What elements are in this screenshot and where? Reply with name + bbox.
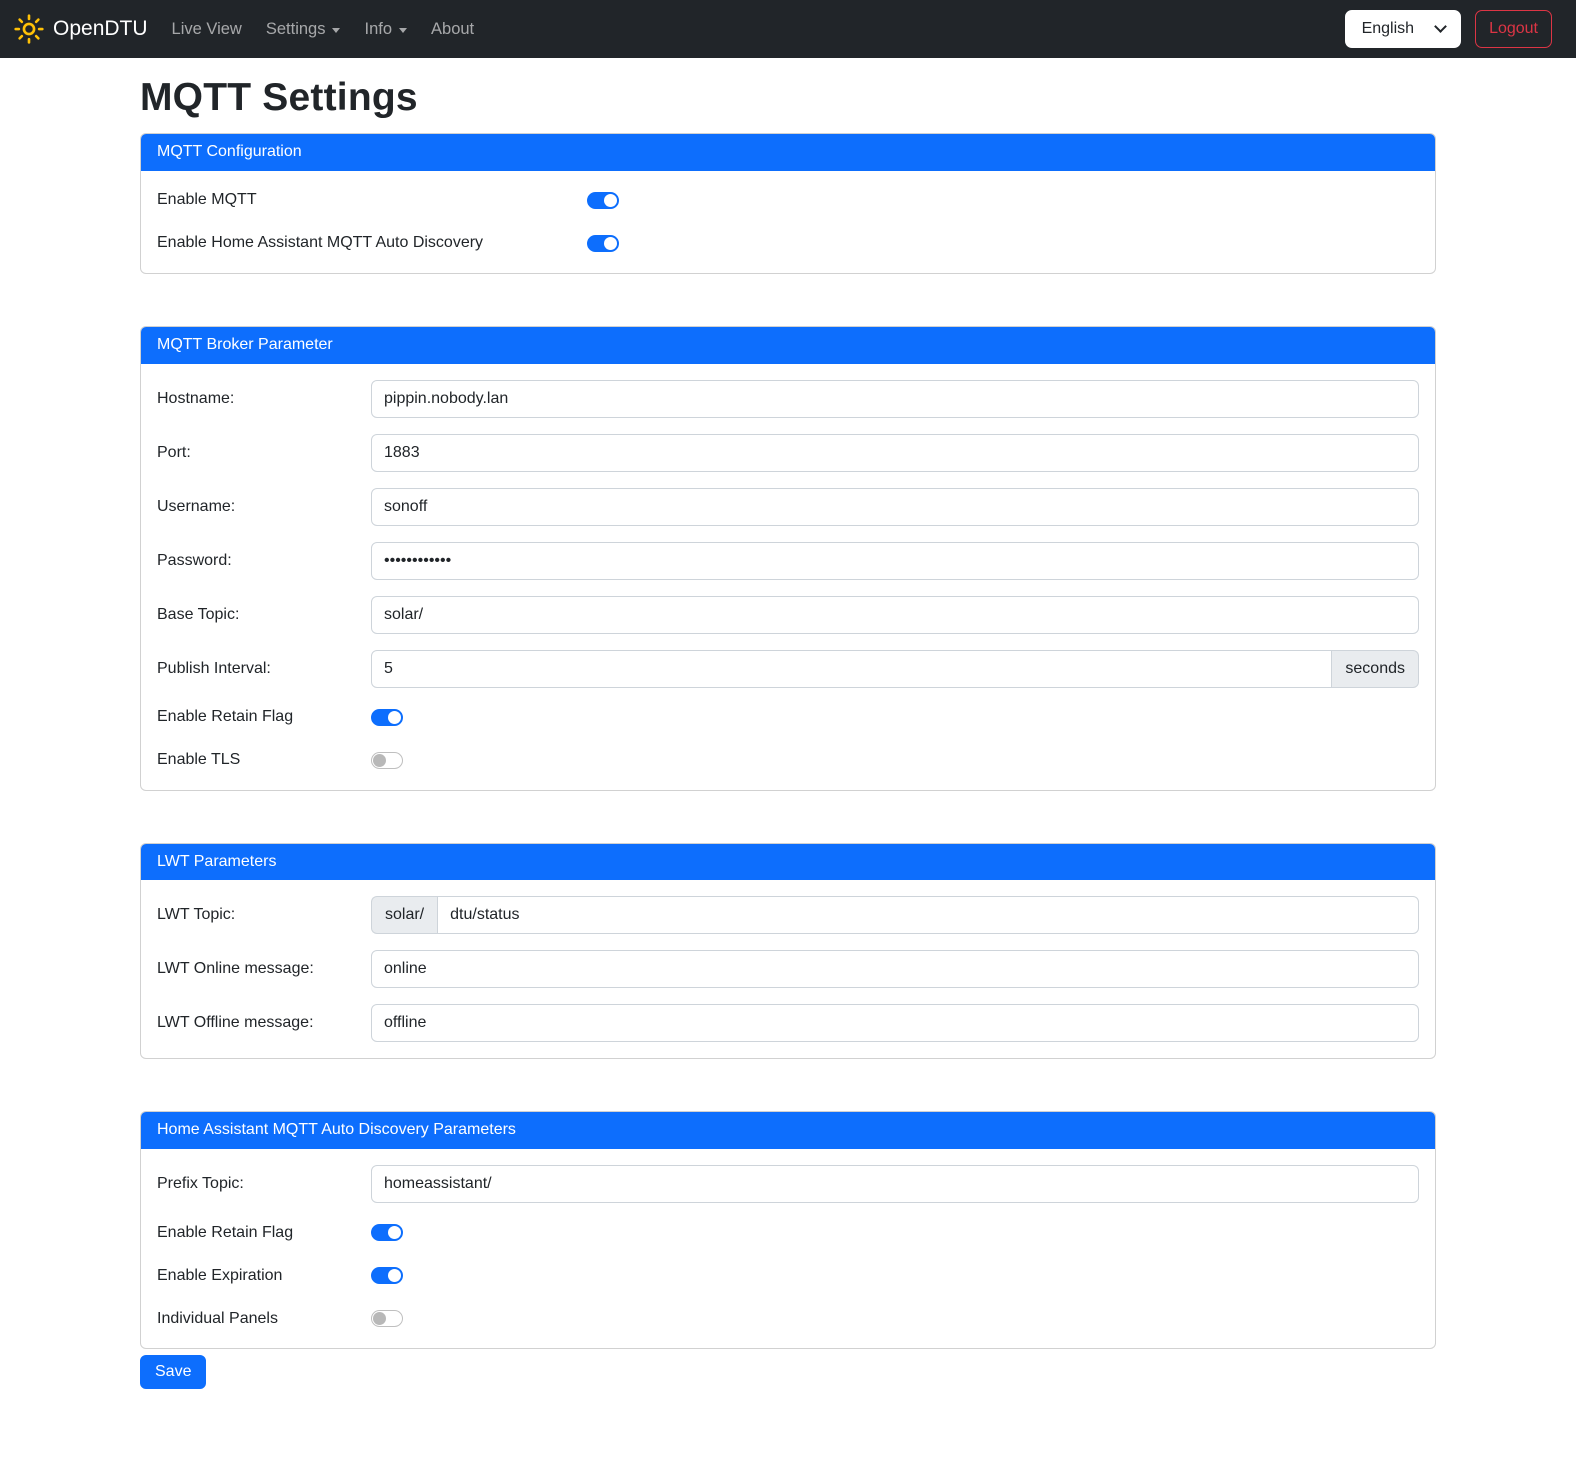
- form-row: [157, 1219, 1419, 1246]
- nav-item-about[interactable]: [423, 12, 482, 47]
- prefix-topic-label: Prefix Topic:: [157, 1175, 244, 1193]
- card-header: LWT Parameters: [141, 844, 1435, 881]
- password-label: Password:: [157, 551, 232, 569]
- card-hass-discovery-parameters: [140, 1111, 1436, 1349]
- username-label: Username:: [157, 497, 236, 515]
- lwt-topic-group: [371, 896, 1419, 934]
- navbar-right: [1345, 10, 1552, 48]
- brand-logo[interactable]: [14, 14, 148, 44]
- logout-button[interactable]: Logout: [1475, 10, 1552, 48]
- lwt-online-message-label: LWT Online message:: [157, 960, 314, 978]
- card-body: [141, 364, 1435, 790]
- username-input[interactable]: [371, 488, 1419, 526]
- form-row: [157, 434, 1419, 472]
- sun-icon: [14, 14, 44, 44]
- form-row: [157, 187, 1419, 214]
- nav-item-live-view[interactable]: [164, 12, 250, 47]
- hostname-input[interactable]: [371, 380, 1419, 418]
- nav-links: [164, 12, 491, 47]
- card-lwt-parameters: [140, 843, 1436, 1060]
- form-row: [157, 380, 1419, 418]
- card-body: [141, 1149, 1435, 1348]
- broker-retain-flag-toggle[interactable]: [371, 709, 403, 726]
- enable-expiration-label: Enable Expiration: [157, 1266, 283, 1284]
- prefix-topic-input[interactable]: [371, 1165, 1419, 1203]
- form-row: [157, 704, 1419, 731]
- form-row: [157, 950, 1419, 988]
- form-row: [157, 747, 1419, 774]
- port-input[interactable]: [371, 434, 1419, 472]
- port-label: Port:: [157, 443, 191, 461]
- individual-panels-toggle[interactable]: [371, 1310, 403, 1327]
- form-row: [157, 596, 1419, 634]
- enable-mqtt-label: Enable MQTT: [157, 191, 257, 209]
- hostname-label: Hostname:: [157, 389, 235, 407]
- enable-tls-label: Enable TLS: [157, 751, 241, 769]
- form-row: [157, 1305, 1419, 1332]
- hass-retain-flag-toggle[interactable]: [371, 1224, 403, 1241]
- lwt-offline-message-label: LWT Offline message:: [157, 1014, 314, 1032]
- bottom-spacer: [140, 1389, 1436, 1412]
- base-topic-input[interactable]: [371, 596, 1419, 634]
- page-title: MQTT Settings: [140, 76, 418, 119]
- publish-interval-group: [371, 650, 1419, 688]
- form-row: [157, 230, 1419, 257]
- card-mqtt-configuration: [140, 133, 1436, 274]
- form-row: [157, 896, 1419, 934]
- enable-hass-discovery-label: Enable Home Assistant MQTT Auto Discovery: [157, 234, 484, 252]
- language-select[interactable]: [1345, 10, 1461, 48]
- lwt-offline-message-input[interactable]: [371, 1004, 1419, 1042]
- publish-interval-unit: seconds: [1332, 650, 1419, 688]
- nav-item-label: Info: [364, 19, 393, 38]
- nav-item-info[interactable]: [356, 12, 415, 47]
- nav-item-settings[interactable]: [258, 12, 349, 47]
- save-button[interactable]: Save: [140, 1355, 206, 1389]
- card-header: MQTT Broker Parameter: [141, 327, 1435, 364]
- form-row: [157, 1262, 1419, 1289]
- chevron-down-icon: [1434, 20, 1447, 33]
- form-row: [157, 1165, 1419, 1203]
- caret-down-icon: [332, 28, 340, 33]
- card-header: MQTT Configuration: [141, 134, 1435, 171]
- nav-item-label: Settings: [265, 19, 326, 38]
- nav-item-label: Live View: [171, 19, 242, 38]
- publish-interval-input[interactable]: [371, 650, 1332, 688]
- enable-mqtt-toggle[interactable]: [587, 192, 619, 209]
- main-content: [140, 58, 1436, 1412]
- password-input[interactable]: [371, 542, 1419, 580]
- broker-retain-flag-label: Enable Retain Flag: [157, 708, 294, 726]
- card-header: Home Assistant MQTT Auto Discovery Parameters: [141, 1112, 1435, 1149]
- card-body: [141, 880, 1435, 1058]
- hass-retain-flag-label: Enable Retain Flag: [157, 1223, 294, 1241]
- lwt-topic-input[interactable]: [437, 896, 1419, 934]
- card-body: [141, 171, 1435, 273]
- form-row: [157, 488, 1419, 526]
- lwt-online-message-input[interactable]: [371, 950, 1419, 988]
- top-navbar: [0, 0, 1576, 58]
- enable-hass-discovery-toggle[interactable]: [587, 235, 619, 252]
- language-select-value: English: [1361, 20, 1415, 37]
- caret-down-icon: [399, 28, 407, 33]
- enable-expiration-toggle[interactable]: [371, 1267, 403, 1284]
- form-row: [157, 542, 1419, 580]
- nav-item-label: About: [431, 19, 475, 38]
- base-topic-label: Base Topic:: [157, 605, 240, 623]
- brand-name: OpenDTU: [53, 17, 148, 40]
- individual-panels-label: Individual Panels: [157, 1309, 278, 1327]
- form-row: [157, 1004, 1419, 1042]
- card-mqtt-broker-parameter: [140, 326, 1436, 791]
- enable-tls-toggle[interactable]: [371, 752, 403, 769]
- form-row: [157, 650, 1419, 688]
- publish-interval-label: Publish Interval:: [157, 659, 271, 677]
- lwt-topic-label: LWT Topic:: [157, 906, 236, 924]
- lwt-topic-prefix: solar/: [371, 896, 437, 934]
